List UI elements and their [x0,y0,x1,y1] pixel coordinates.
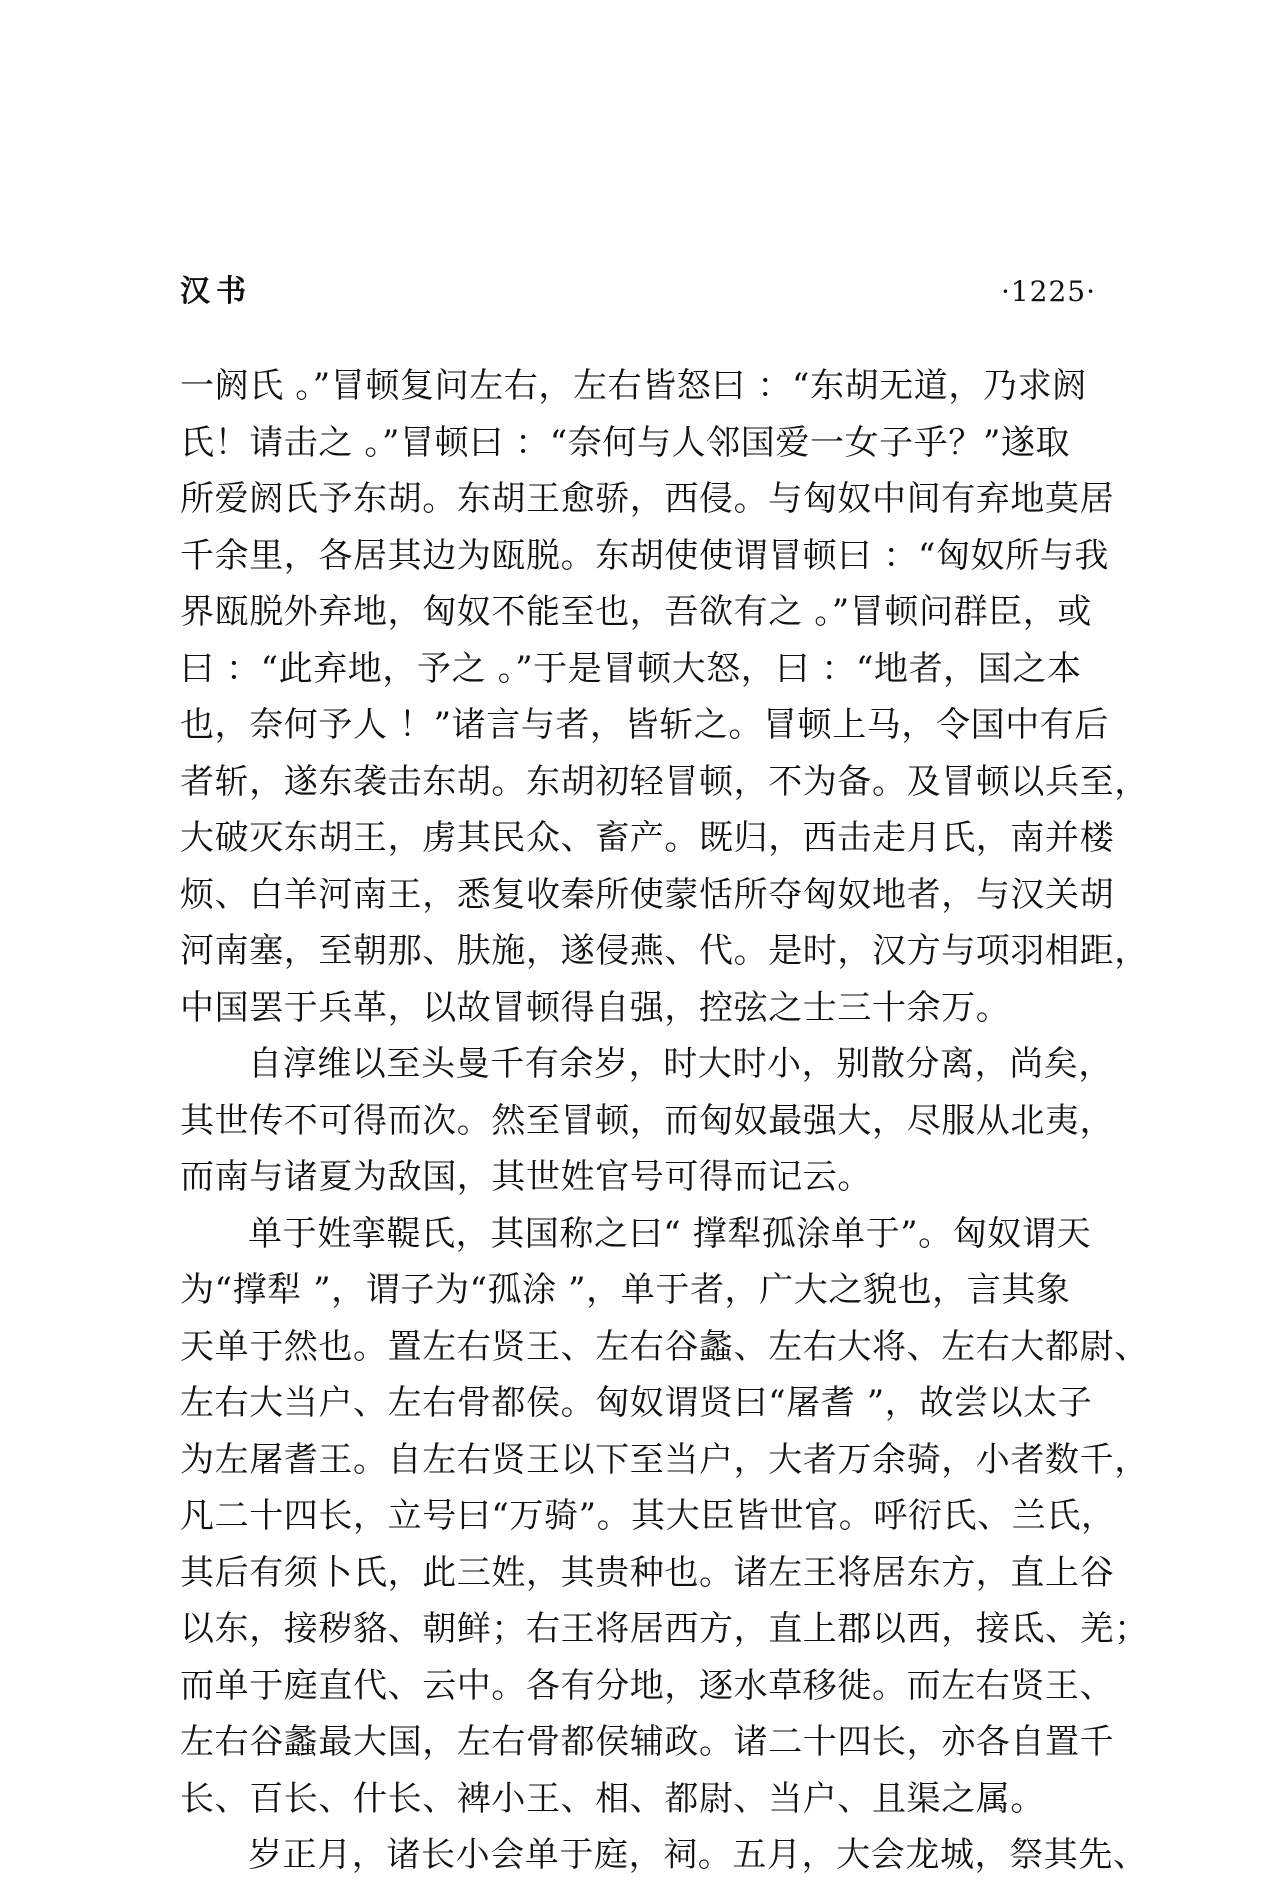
text-line: 岁正月，诸长小会单于庭，祠。五月，大会龙城，祭其先、 [248,1835,1148,1875]
text-line: 左右谷蠡最大国，左右骨都侯辅政。诸二十四长，亦各自置千 [180,1722,1115,1762]
text-line: 为“撑犁 ”，谓子为“孤涂 ”，单于者，广大之貌也，言其象 [180,1270,1071,1310]
text-line: 自淳维以至头曼千有余岁，时大时小，别散分离，尚矣， [248,1044,1113,1084]
page-number: ·1225· [1000,275,1096,308]
text-line: 为左屠耆王。自左右贤王以下至当户，大者万余骑，小者数千， [180,1439,1149,1480]
text-line: 曰 ：“此弃地，予之 。”于是冒顿大怒，曰 ：“地者，国之本 [180,648,1082,689]
text-line: 其后有须卜氏，此三姓，其贵种也。诸左王将居东方，直上谷 [180,1552,1115,1593]
text-line: 者斩，遂东袭击东胡。东胡初轻冒顿，不为备。及冒顿以兵至， [180,761,1149,802]
text-line: 也，奈何予人 ！”诸言与者，皆斩之。冒顿上马，令国中有后 [180,705,1109,745]
running-header [180,268,1096,316]
text-line: 以东，接秽貉、朝鲜；右王将居西方，直上郡以西，接氐、羌； [180,1609,1149,1649]
text-line: 单于姓挛鞮氏，其国称之曰“ 撑犁孤涂单于”。匈奴谓天 [248,1213,1092,1254]
text-body [180,358,1149,1884]
text-line: 而单于庭直代、云中。各有分地，逐水草移徙。而左右贤王、 [180,1665,1115,1706]
text-line: 左右大当户、左右骨都侯。匈奴谓贤曰“屠耆 ”，故尝以太子 [180,1383,1093,1423]
text-line: 界瓯脱外弃地，匈奴不能至也，吾欲有之 。”冒顿问群臣，或 [180,592,1092,632]
text-line: 烦、白羊河南王，悉复收秦所使蒙恬所夺匈奴地者，与汉关胡 [180,874,1115,915]
text-line: 大破灭东胡王，虏其民众、畜产。既归，西击走月氏，南并楼 [180,818,1115,858]
book-title: 汉书 [180,274,252,309]
text-line: 其世传不可得而次。然至冒顿，而匈奴最强大，尽服从北夷， [180,1100,1115,1141]
text-line: 所爱阏氏予东胡。东胡王愈骄，西侵。与匈奴中间有弃地莫居 [180,479,1115,519]
text-line: 河南塞，至朝那、肤施，遂侵燕、代。是时，汉方与项羽相距， [180,931,1149,971]
text-line: 氏！请击之 。”冒顿曰 ：“奈何与人邻国爱一女子乎？”遂取 [180,422,1071,463]
text-line: 一阏氏 。”冒顿复问左右，左右皆怒曰 ：“东胡无道，乃求阏 [180,366,1087,406]
text-line: 千余里，各居其边为瓯脱。东胡使使谓冒顿曰 ：“匈奴所与我 [180,535,1109,576]
text-line: 天单于然也。置左右贤王、左右谷蠡、左右大将、左右大都尉、 [180,1326,1149,1367]
text-line: 中国罢于兵革，以故冒顿得自强，控弦之士三十余万。 [180,987,1011,1028]
text-line: 而南与诸夏为敌国，其世姓官号可得而记云。 [180,1157,872,1197]
text-line: 长、百长、什长、裨小王、相、都尉、当户、且渠之属。 [180,1778,1045,1819]
text-line: 凡二十四长，立号曰“万骑”。其大臣皆世官。呼衍氏、兰氏， [180,1496,1116,1536]
